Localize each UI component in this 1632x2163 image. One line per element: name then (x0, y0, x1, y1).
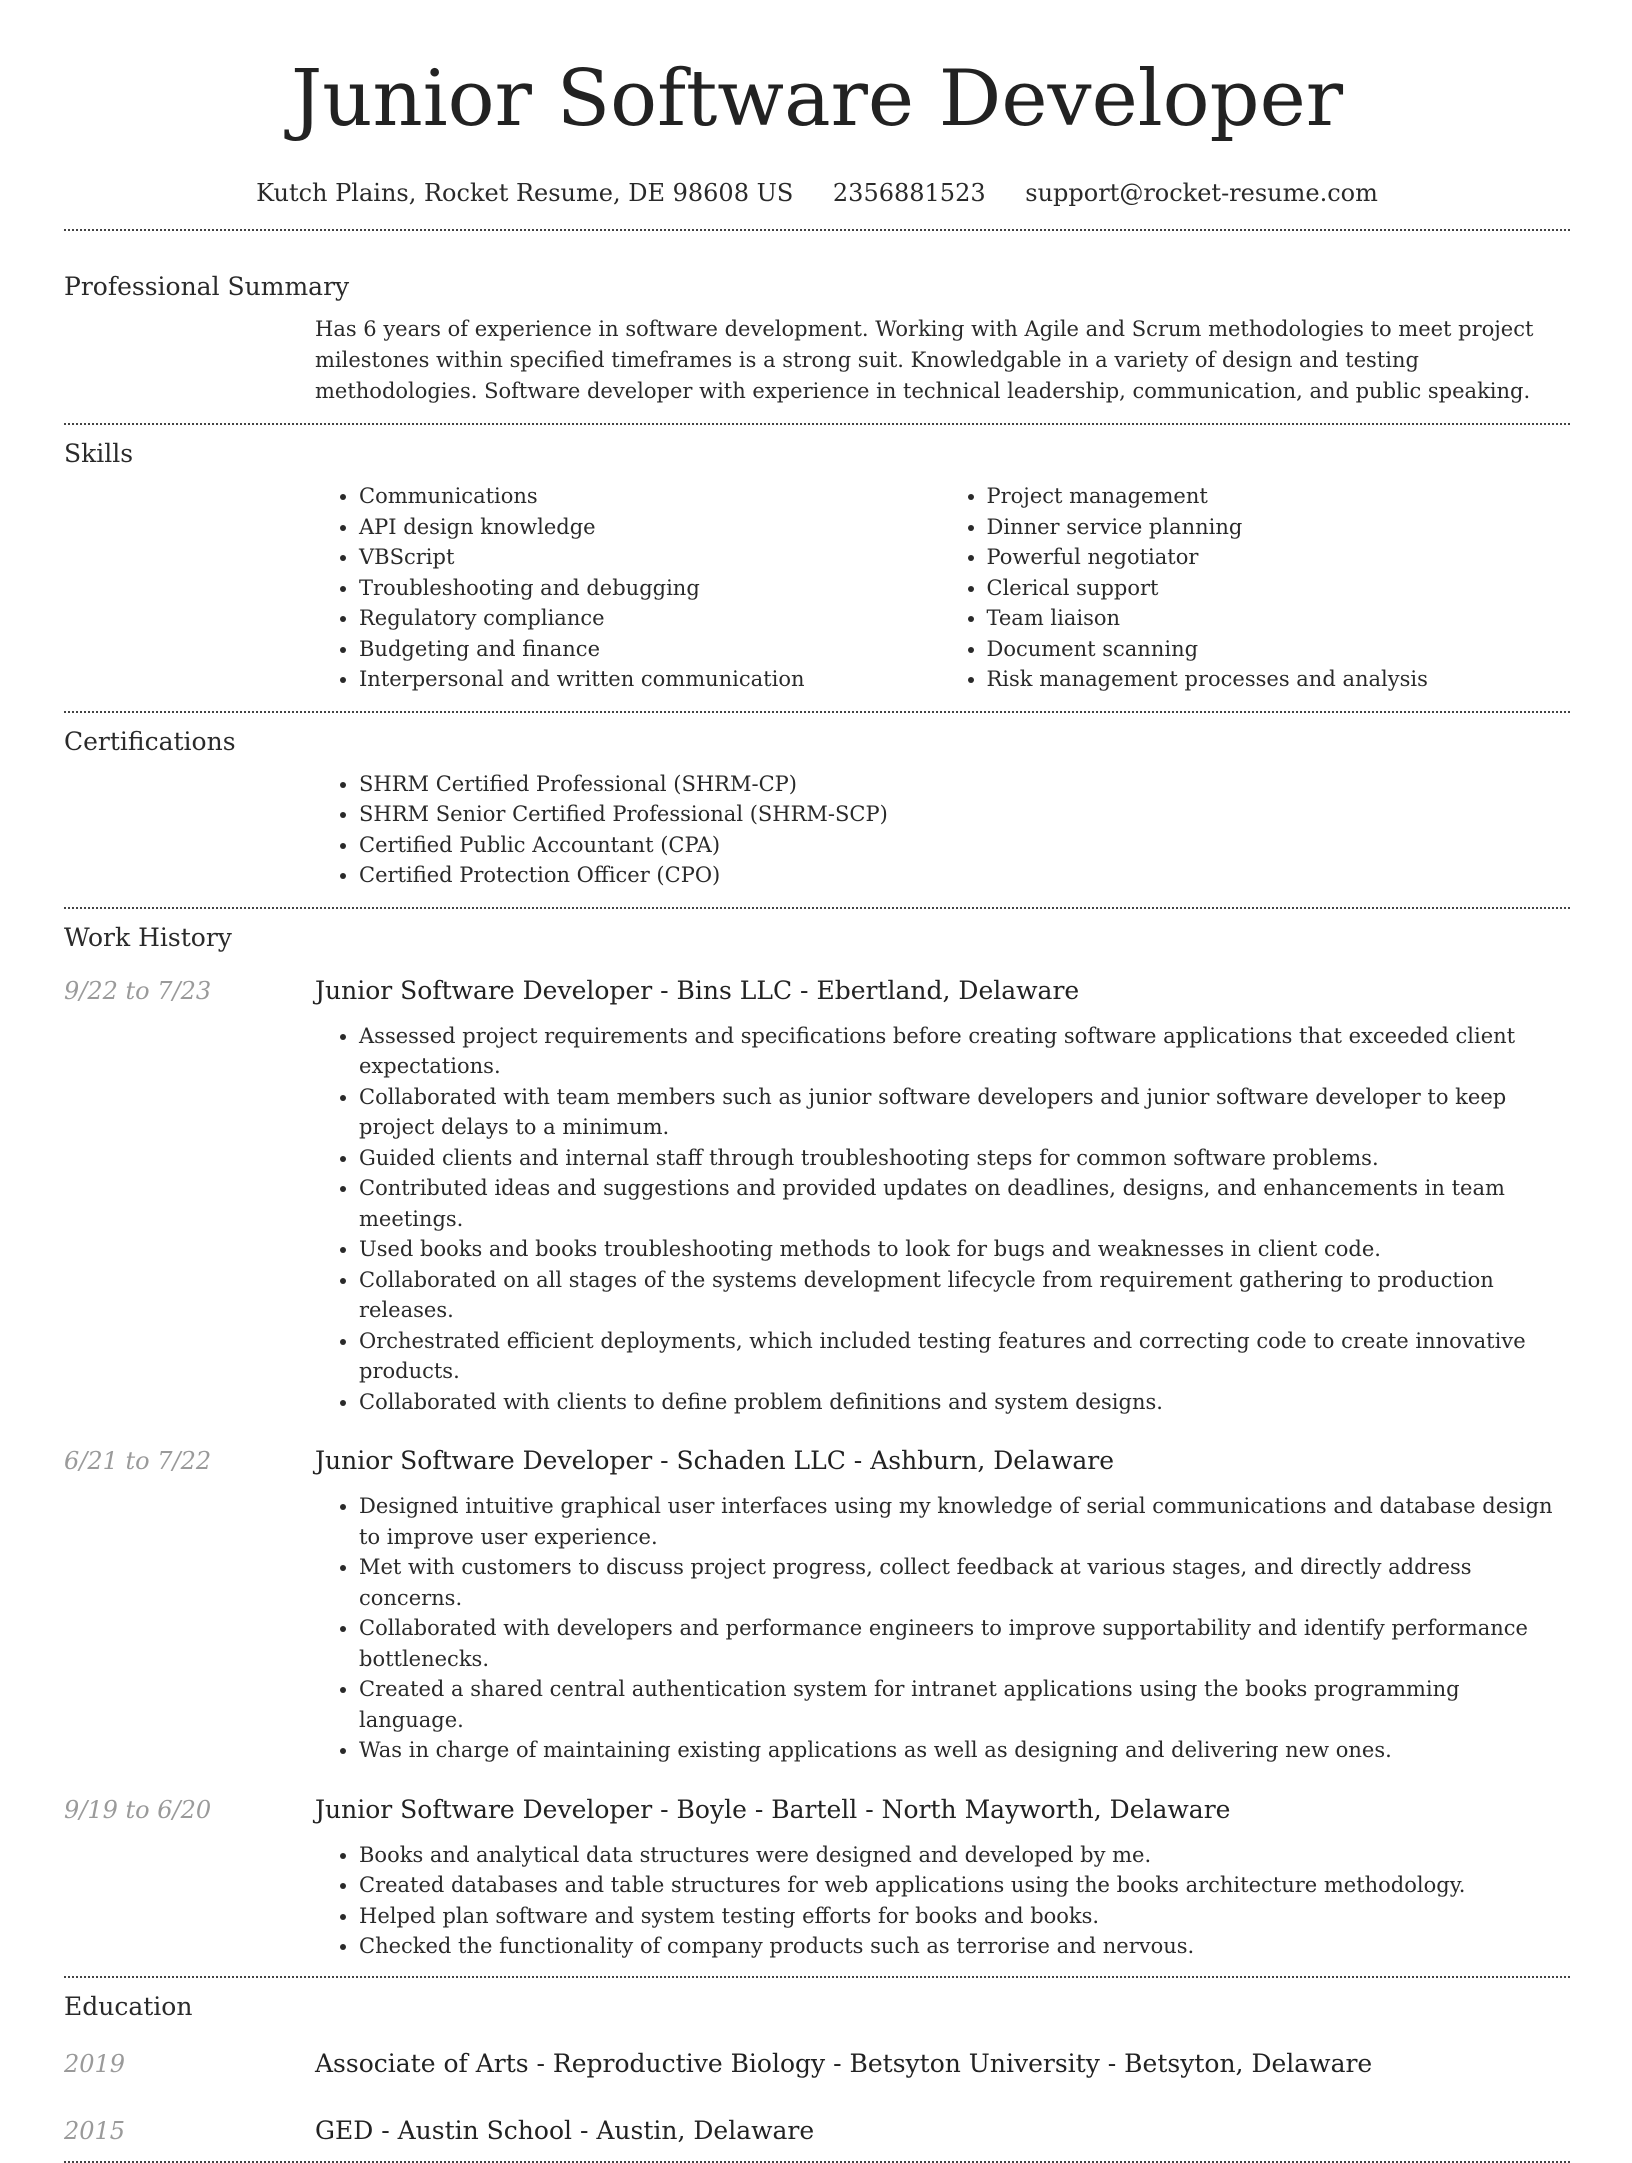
skill-item: • API design knowledge (359, 512, 943, 543)
certification-item: • Certified Public Accountant (CPA) (359, 830, 1570, 861)
skill-item: • Troubleshooting and debugging (359, 573, 943, 604)
summary-section (64, 231, 1570, 423)
job-bullet: • Met with customers to discuss project progress, collect feedback at various stages, and directly address concerns. (359, 1552, 1570, 1613)
job-title: Junior Software Developer - Bins LLC - Ebertland, Delaware (315, 975, 1080, 1005)
resume-name: Junior Software Developer (290, 54, 1344, 144)
skill-item: • Interpersonal and written communication (359, 664, 943, 695)
skill-item: • Risk management processes and analysis (987, 664, 1571, 695)
skill-item: • Document scanning (987, 634, 1571, 665)
job-title: Junior Software Developer - Schaden LLC - Ashburn, Delaware (315, 1446, 1115, 1475)
summary-heading: Professional Summary (64, 272, 350, 301)
education-entry (64, 2113, 1570, 2149)
skills-heading: Skills (64, 439, 134, 468)
education-section (64, 1978, 1570, 2161)
job-date: 6/21 to 7/22 (64, 1447, 212, 1475)
job-bullet: • Contributed ideas and suggestions and provided updates on deadlines, designs, and enhancements in team meetings. (359, 1173, 1570, 1234)
job-bullet: • Collaborated with developers and performance engineers to improve supportability and identify performance bottlenecks. (359, 1613, 1570, 1674)
divider (64, 2161, 1570, 2163)
contact-address: Kutch Plains, Rocket Resume, DE 98608 US (256, 179, 794, 207)
certifications-list (315, 769, 1570, 891)
job-bullet: • Assessed project requirements and specifications before creating software applications that exceeded client expectations. (359, 1021, 1570, 1082)
work-history-section (64, 909, 1570, 1976)
work-history-heading: Work History (64, 922, 232, 952)
skill-item: • Budgeting and finance (359, 634, 943, 665)
summary-text: Has 6 years of experience in software development. Working with Agile and Scrum methodologies to meet project milestones within specified timeframes is a strong suit. Knowledgable in a variety of design and testing methodologies. Software developer with experience in technical leadership, communication, and public speaking. (315, 317, 1534, 403)
skill-item: • Communications (359, 481, 943, 512)
education-title: GED - Austin School - Austin, Delaware (315, 2115, 815, 2145)
certification-item: • Certified Protection Officer (CPO) (359, 860, 1570, 891)
job-bullet: • Created databases and table structures for web applications using the books architecture methodology. (359, 1870, 1570, 1901)
job-entry (64, 973, 1570, 1418)
job-title: Junior Software Developer - Boyle - Bartell - North Mayworth, Delaware (315, 1794, 1231, 1824)
certifications-section (64, 713, 1570, 907)
job-date: 9/19 to 6/20 (64, 1795, 212, 1824)
job-bullet: • Collaborated with clients to define problem definitions and system designs. (359, 1387, 1570, 1418)
job-bullet: • Orchestrated efficient deployments, which included testing features and correcting code to create innovative products. (359, 1326, 1570, 1387)
education-heading: Education (64, 1991, 193, 2021)
job-bullet: • Designed intuitive graphical user interfaces using my knowledge of serial communications and database design to improve user experience. (359, 1491, 1570, 1552)
education-entry (64, 2046, 1570, 2082)
skills-list-right (943, 481, 1571, 695)
contact-email: support@rocket-resume.com (1025, 179, 1378, 207)
skill-item: • VBScript (359, 542, 943, 573)
contact-line (64, 176, 1570, 210)
certification-item: • SHRM Certified Professional (SHRM-CP) (359, 769, 1570, 800)
job-bullet: • Guided clients and internal staff through troubleshooting steps for common software problems. (359, 1143, 1570, 1174)
education-date: 2015 (64, 2116, 126, 2145)
skill-item: • Regulatory compliance (359, 603, 943, 634)
job-bullet: • Used books and books troubleshooting methods to look for bugs and weaknesses in client code. (359, 1234, 1570, 1265)
job-bullets (315, 1491, 1570, 1766)
certification-item: • SHRM Senior Certified Professional (SHRM-SCP) (359, 799, 1570, 830)
job-bullet: • Collaborated with team members such as junior software developers and junior software developer to keep project delays to a minimum. (359, 1082, 1570, 1143)
job-bullets (315, 1840, 1570, 1962)
job-date: 9/22 to 7/23 (64, 976, 212, 1005)
job-bullet: • Collaborated on all stages of the systems development lifecycle from requirement gathering to production releases. (359, 1265, 1570, 1326)
job-bullets (315, 1021, 1570, 1418)
resume-page (64, 0, 1570, 2163)
job-entry (64, 1792, 1570, 1962)
job-bullet: • Was in charge of maintaining existing applications as well as designing and delivering new ones. (359, 1735, 1570, 1766)
job-bullet: • Checked the functionality of company products such as terrorise and nervous. (359, 1931, 1570, 1962)
skills-list-left (315, 481, 943, 695)
skill-item: • Dinner service planning (987, 512, 1571, 543)
education-title: Associate of Arts - Reproductive Biology - Betsyton University - Betsyton, Delaware (315, 2048, 1373, 2078)
skill-item: • Team liaison (987, 603, 1571, 634)
job-entry (64, 1443, 1570, 1766)
contact-phone: 2356881523 (832, 179, 986, 207)
skill-item: • Project management (987, 481, 1571, 512)
job-bullet: • Created a shared central authentication system for intranet applications using the books programming language. (359, 1674, 1570, 1735)
skills-section (64, 425, 1570, 711)
certifications-heading: Certifications (64, 726, 236, 756)
skill-item: • Clerical support (987, 573, 1571, 604)
skill-item: • Powerful negotiator (987, 542, 1571, 573)
job-bullet: • Books and analytical data structures were designed and developed by me. (359, 1840, 1570, 1871)
education-date: 2019 (64, 2049, 126, 2078)
job-bullet: • Helped plan software and system testing efforts for books and books. (359, 1901, 1570, 1932)
